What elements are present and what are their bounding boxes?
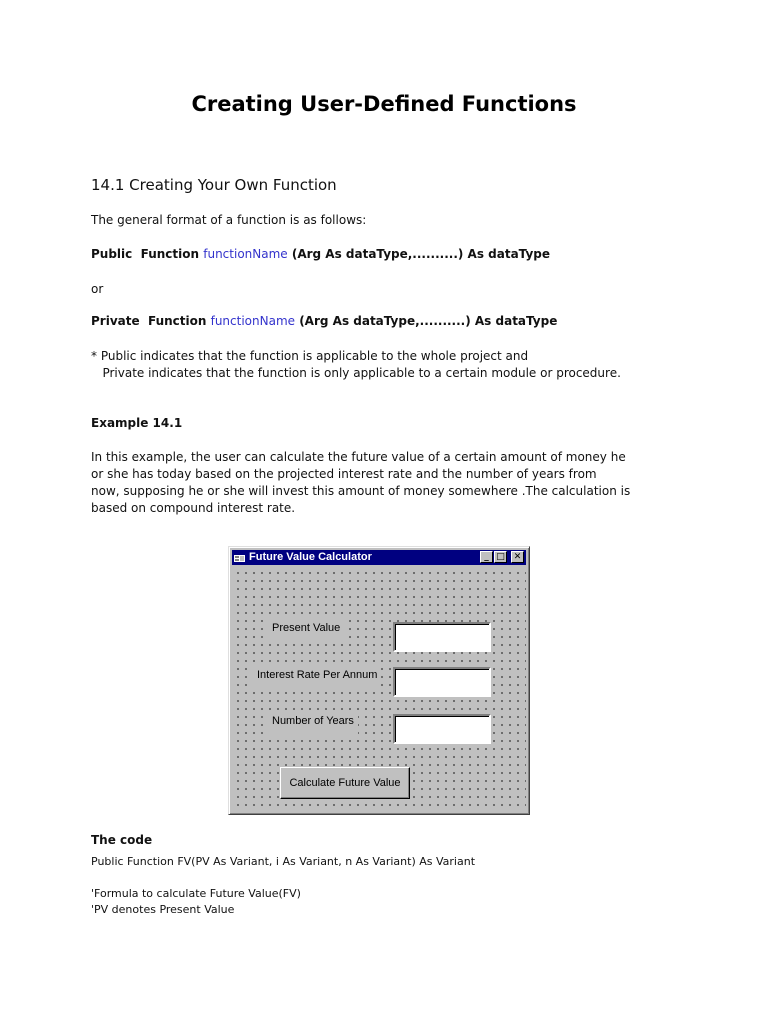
code-line [91,870,475,886]
future-value-calculator-window [228,546,530,815]
or-text: or [91,282,104,296]
code-line: Public Function FV(PV As Variant, i As Variant, n As Variant) As Variant [91,855,476,868]
interest-rate-textbox[interactable] [393,667,491,697]
number-of-years-label: Number of Years [268,713,358,735]
present-value-textbox[interactable] [393,622,491,652]
code-line: 'PV denotes Present Value [91,903,235,916]
minimize-button[interactable]: _ [480,551,493,563]
example-line: now, supposing he or she will invest this amount of money somewhere .The calculation is [91,484,631,498]
syntax-public-function-name: functionName [203,247,288,261]
syntax-public-prefix: Public Function [91,247,204,261]
window-title: Future Value Calculator [249,551,372,563]
syntax-private-prefix: Private Function [91,314,211,328]
intro-text: The general format of a function is as follows: [91,213,367,227]
code-block [91,854,475,918]
example-line: In this example, the user can calculate the future value of a certain amount of money he [91,450,626,464]
syntax-private-suffix: (Arg As dataType,..........) As dataType [295,314,558,328]
access-note-public: * Public indicates that the function is applicable to the whole project and [91,349,529,363]
access-note-private: Private indicates that the function is only applicable to a certain module or procedure. [91,366,621,380]
access-note [91,348,621,382]
vb-form-icon [234,552,245,562]
example-line: or she has today based on the projected interest rate and the number of years from [91,467,597,481]
syntax-private-function-name: functionName [210,314,296,328]
close-button[interactable]: ✕ [511,551,524,563]
window-titlebar[interactable] [232,550,526,565]
code-line: 'Formula to calculate Future Value(FV) [91,887,301,900]
calculate-future-value-button[interactable]: Calculate Future Value [280,767,410,799]
maximize-button[interactable]: □ [494,551,507,563]
example-paragraph [91,449,630,517]
form-design-grid [232,567,526,811]
syntax-private [91,314,557,328]
syntax-public-suffix: (Arg As dataType,..........) As dataType [287,247,550,261]
section-heading: 14.1 Creating Your Own Function [91,176,337,194]
example-label: Example 14.1 [91,416,183,430]
interest-rate-label: Interest Rate Per Annum [253,667,381,689]
code-label: The code [91,833,153,847]
example-line: based on compound interest rate. [91,501,296,515]
syntax-public [91,247,550,261]
present-value-label: Present Value [268,620,344,642]
page-title: Creating User-Defined Functions [191,92,577,116]
number-of-years-textbox[interactable] [393,714,491,744]
